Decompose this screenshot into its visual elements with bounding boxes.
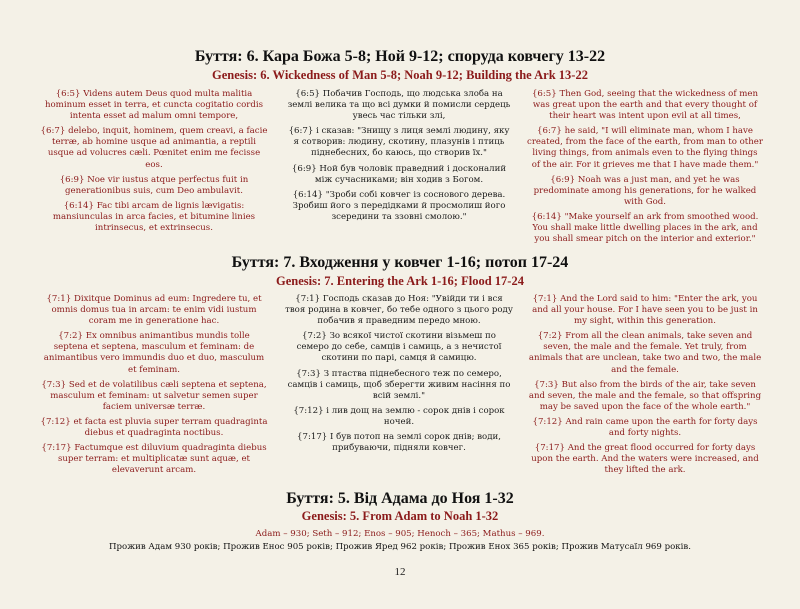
verse: {6:5} Videns autem Deus quod multa malitia hominum esset in terra, et cuncta cogitatio cordis intenta esset ad malum omni tempore, bbox=[44, 89, 264, 122]
verse: {6:7} he said, "I will eliminate man, whom I have created, from the face of the earth, from man to other living things, from animals even to the flying things of the air. For it grieves me that I have made them." bbox=[527, 126, 763, 170]
section-3-title: Буття: 5. Від Адама до Ноя 1-32 bbox=[286, 490, 514, 507]
section-2-subtitle: Genesis: 7. Entering the Ark 1-16; Flood 17-24 bbox=[276, 274, 524, 288]
verse: {6:5} Побачив Господь, що людська злоба на землі велика та що всі думки й помисли сердець увесь час тільки злі, bbox=[287, 89, 511, 122]
ages-line-ukrainian: Прожив Адам 930 років; Прожив Енос 905 років; Прожив Яред 962 років; Прожив Енох 365 років; Прожив Матусаїл 969 років. bbox=[109, 542, 691, 552]
verse: {7:2} Ex omnibus animantibus mundis tolle septena et septena, masculum et feminam: de animantibus vero immundis duo et duo, masculum et feminam. bbox=[43, 331, 265, 375]
verse: {6:14} Fac tibi arcam de lignis lævigatis: mansiunculas in arca facies, et bitumine linies intrinsecus, et extrinsecus. bbox=[52, 200, 256, 234]
verse: {6:7} delebo, inquit, hominem, quem creavi, a facie terræ, ab homine usque ad animantia, a reptili usque ad volucres cæli. Pœnitet enim me fecisse eos. bbox=[40, 126, 268, 170]
section-2-english-column bbox=[527, 294, 763, 480]
verse: {7:17} І був потоп на землі сорок днів; води, прибуваючи, підняли ковчег. bbox=[297, 432, 501, 454]
verse: {6:5} Then God, seeing that the wickedness of men was great upon the earth and that every thought of their heart was intent upon evil at all times, bbox=[531, 89, 759, 122]
section-1-english-column bbox=[527, 89, 763, 249]
verse: {7:2} From all the clean animals, take seven and seven, the male and the female. Yet truly, from animals that are unclean, take two and two, the male and the female. bbox=[528, 331, 762, 375]
verse: {7:12} і лив дощ на землю - сорок днів і сорок ночей. bbox=[293, 405, 505, 427]
section-2-title: Буття: 7. Входження у ковчег 1-16; потоп 17-24 bbox=[231, 254, 569, 271]
verse: {7:3} Sed et de volatilibus cæli septena et septena, masculum et feminam: ut salvetur semen super faciem universæ terræ. bbox=[41, 379, 267, 412]
verse: {7:12} And rain came upon the earth for forty days and forty nights. bbox=[532, 416, 758, 439]
verse: {7:1} And the Lord said to him: "Enter the ark, you and all your house. For I have seen you to be just in my sight, within this generation. bbox=[532, 294, 758, 327]
verse: {6:9} Noe vir iustus atque perfectus fuit in generationibus suis, cum Deo ambulavit. bbox=[59, 174, 249, 196]
verse: {7:1} Dixitque Dominus ad eum: Ingredere tu, et omnis domus tua in arcam: te enim vidi iustum coram me in generatione hac. bbox=[46, 294, 262, 327]
section-1-title: Буття: 6. Кара Божа 5-8; Ной 9-12; споруда ковчегу 13-22 bbox=[194, 48, 606, 65]
verse: {6:14} "Make yourself an ark from smoothed wood. You shall make little dwelling places in the ark, and you shall smear pitch on the interior and exterior." bbox=[531, 211, 759, 245]
section-2-ukrainian-column bbox=[285, 294, 513, 458]
verse: {6:9} Noah was a just man, and yet he was predominate among his generations, for he walked with God. bbox=[533, 174, 757, 207]
verse: {6:14} "Зроби собі ковчег із соснового дерева. Зробиш його з передідками й просмолиш його зсередини та ззовні смолою." bbox=[292, 189, 506, 222]
verse: {7:17} And the great flood occurred for forty days upon the earth. And the waters were increased, and they lifted the ark. bbox=[531, 443, 759, 476]
verse: {7:1} Господь сказав до Ноя: "Увійди ти і вся твоя родина в ковчег, бо тебе одного з цього роду побачив я праведним передо мною. bbox=[285, 294, 513, 327]
verse: {7:12} et facta est pluvia super terram quadraginta diebus et quadraginta noctibus. bbox=[40, 416, 268, 439]
verse: {7:17} Factumque est diluvium quadraginta diebus super terram: et multiplicatæ sunt aquæ, et elevaverunt arcam. bbox=[41, 443, 267, 476]
verse: {7:3} But also from the birds of the air, take seven and seven, the male and the female, so that offspring may be saved upon the face of the whole earth." bbox=[528, 379, 762, 412]
section-1-ukrainian-column bbox=[285, 89, 513, 227]
ages-line-latin: Adam – 930; Seth – 912; Enos – 905; Henoch – 365; Mathus – 969. bbox=[255, 529, 545, 539]
verse: {6:9} Ной був чоловік праведний і досконалий між сучасниками; він ходив з Богом. bbox=[291, 163, 507, 185]
section-1-latin-column bbox=[40, 89, 268, 238]
section-1-subtitle: Genesis: 6. Wickedness of Man 5-8; Noah 9-12; Building the Ark 13-22 bbox=[212, 68, 588, 82]
page-number: 12 bbox=[394, 566, 406, 578]
verse: {7:2} Зо всякої чистої скотини візьмеш по семеро до себе, самців і самиць, а з нечистої скотини по парі, самця й самицю. bbox=[296, 331, 502, 364]
verse: {6:7} і сказав: "Знищу з лиця землі людину, яку я сотворив: людину, скотину, плазунів і птиць піднебесних, бо каюсь, що створив їх." bbox=[288, 126, 510, 159]
section-2-latin-column bbox=[40, 294, 268, 480]
verse: {7:3} З птаства піднебесного теж по семеро, самців і самиць, щоб зберегти живим насіння по всій землі." bbox=[287, 368, 511, 401]
section-3-subtitle: Genesis: 5. From Adam to Noah 1-32 bbox=[301, 509, 499, 523]
